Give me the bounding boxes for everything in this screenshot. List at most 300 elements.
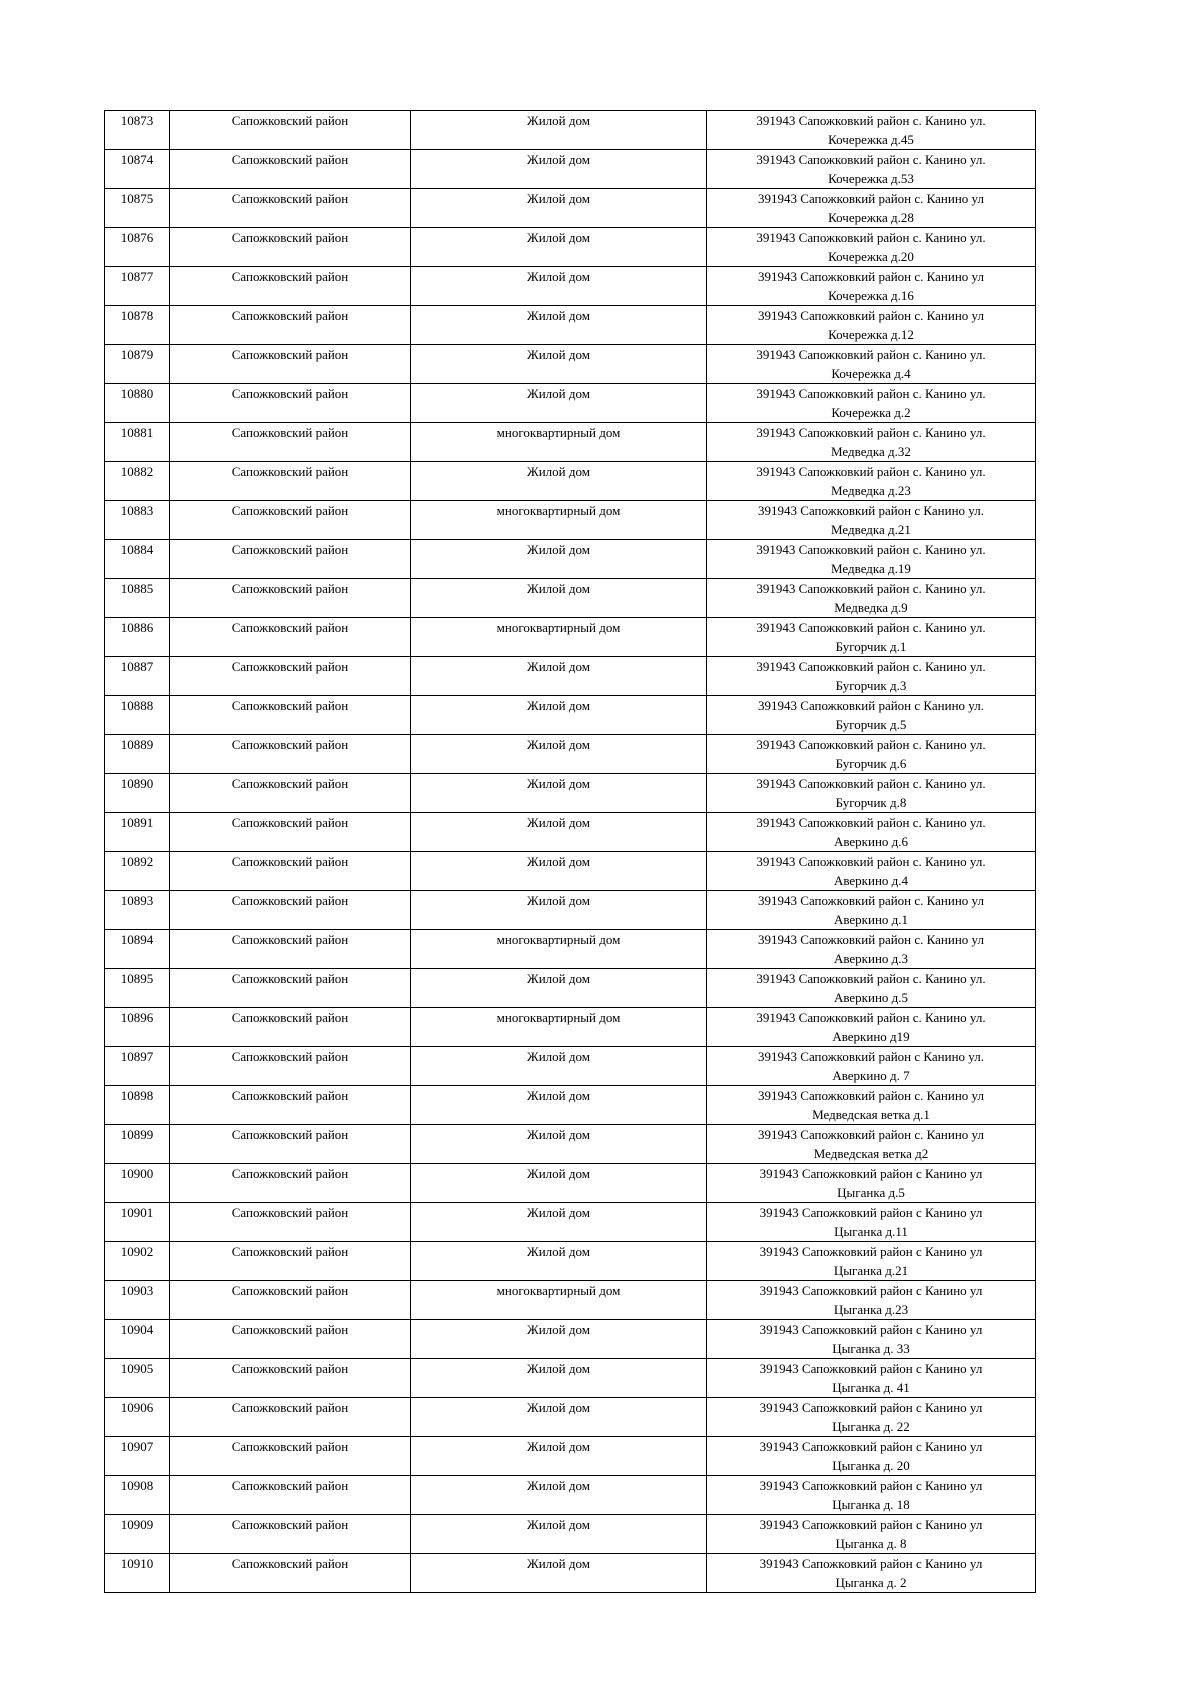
cell-address [707, 228, 1036, 267]
address-line-2: Аверкино д. 7 [832, 1068, 910, 1083]
district-name: Сапожковский район [231, 1556, 349, 1571]
cell-id [105, 1554, 170, 1593]
building-type: Жилой дом [527, 1166, 590, 1181]
district-name: Сапожковский район [231, 1127, 349, 1142]
record-id: 10887 [120, 659, 154, 674]
address-line-1: 391943 Сапожковкий район с. Канино ул. [756, 1010, 986, 1025]
address-line-2: Медведка д.21 [831, 522, 911, 537]
cell-id [105, 111, 170, 150]
address-line-1: 391943 Сапожковкий район с. Канино ул [758, 893, 984, 908]
cell-id [105, 852, 170, 891]
cell-address [707, 1359, 1036, 1398]
table-row [105, 1047, 1036, 1086]
cell-id [105, 813, 170, 852]
district-name: Сапожковский район [231, 1400, 349, 1415]
address-line-1: 391943 Сапожковкий район с. Канино ул [758, 1088, 984, 1103]
district-name: Сапожковский район [231, 464, 349, 479]
cell-building-type [411, 1008, 707, 1047]
district-name: Сапожковский район [231, 893, 349, 908]
cell-address [707, 384, 1036, 423]
address-line-2: Медведская ветка д2 [813, 1146, 929, 1161]
district-name: Сапожковский район [231, 1166, 349, 1181]
cell-district [170, 423, 411, 462]
table-row [105, 111, 1036, 150]
address-line-1: 391943 Сапожковкий район с. Канино ул. [756, 971, 986, 986]
cell-building-type [411, 423, 707, 462]
cell-district [170, 267, 411, 306]
cell-district [170, 1281, 411, 1320]
building-type: многоквартирный дом [496, 1010, 621, 1025]
table-row [105, 423, 1036, 462]
cell-district [170, 813, 411, 852]
address-line-1: 391943 Сапожковкий район с. Канино ул [758, 1127, 984, 1142]
address-line-2: Цыганка д.5 [837, 1185, 905, 1200]
table-row [105, 657, 1036, 696]
address-line-2: Кочережка д.4 [831, 366, 911, 381]
cell-district [170, 1437, 411, 1476]
district-name: Сапожковский район [231, 191, 349, 206]
cell-address [707, 1320, 1036, 1359]
address-line-1: 391943 Сапожковкий район с. Канино ул [758, 269, 984, 284]
address-line-2: Бугорчик д.3 [835, 678, 907, 693]
cell-district [170, 1476, 411, 1515]
cell-building-type [411, 774, 707, 813]
cell-address [707, 501, 1036, 540]
cell-id [105, 774, 170, 813]
record-id: 10889 [120, 737, 154, 752]
cell-address [707, 111, 1036, 150]
table-row [105, 306, 1036, 345]
cell-id [105, 657, 170, 696]
cell-address [707, 540, 1036, 579]
cell-building-type [411, 696, 707, 735]
table-row [105, 501, 1036, 540]
cell-building-type [411, 1242, 707, 1281]
record-id: 10903 [120, 1283, 154, 1298]
cell-district [170, 1047, 411, 1086]
cell-address [707, 1398, 1036, 1437]
cell-id [105, 189, 170, 228]
cell-district [170, 150, 411, 189]
cell-address [707, 1008, 1036, 1047]
building-type: Жилой дом [527, 893, 590, 908]
building-type: Жилой дом [527, 698, 590, 713]
address-line-1: 391943 Сапожковкий район с Канино ул. [758, 1049, 984, 1064]
cell-building-type [411, 657, 707, 696]
address-line-1: 391943 Сапожковкий район с. Канино ул. [756, 152, 986, 167]
cell-district [170, 618, 411, 657]
cell-address [707, 618, 1036, 657]
cell-district [170, 930, 411, 969]
district-name: Сапожковский район [231, 1517, 349, 1532]
address-line-1: 391943 Сапожковкий район с Канино ул [759, 1166, 983, 1181]
table-row [105, 1398, 1036, 1437]
address-line-2: Цыганка д. 33 [832, 1341, 910, 1356]
building-type: Жилой дом [527, 1478, 590, 1493]
district-name: Сапожковский район [231, 347, 349, 362]
building-type: Жилой дом [527, 854, 590, 869]
table-row [105, 1125, 1036, 1164]
table-row [105, 891, 1036, 930]
record-id: 10878 [120, 308, 154, 323]
address-line-2: Аверкино д.5 [833, 990, 909, 1005]
record-id: 10873 [120, 113, 154, 128]
cell-district [170, 1203, 411, 1242]
cell-district [170, 345, 411, 384]
cell-building-type [411, 462, 707, 501]
table-row [105, 852, 1036, 891]
cell-building-type [411, 111, 707, 150]
cell-building-type [411, 1047, 707, 1086]
cell-district [170, 228, 411, 267]
table-row [105, 189, 1036, 228]
record-id: 10907 [120, 1439, 154, 1454]
address-line-2: Кочережка д.20 [828, 249, 914, 264]
district-name: Сапожковский район [231, 542, 349, 557]
record-id: 10880 [120, 386, 154, 401]
address-line-1: 391943 Сапожковкий район с Канино ул [759, 1361, 983, 1376]
cell-id [105, 306, 170, 345]
address-line-1: 391943 Сапожковкий район с. Канино ул. [756, 386, 986, 401]
cell-address [707, 579, 1036, 618]
address-line-2: Бугорчик д.6 [835, 756, 907, 771]
building-type: Жилой дом [527, 113, 590, 128]
address-line-1: 391943 Сапожковкий район с. Канино ул [758, 932, 984, 947]
cell-id [105, 384, 170, 423]
address-line-1: 391943 Сапожковкий район с Канино ул [759, 1205, 983, 1220]
district-name: Сапожковский район [231, 1205, 349, 1220]
cell-address [707, 1242, 1036, 1281]
cell-building-type [411, 1437, 707, 1476]
table-row [105, 1008, 1036, 1047]
building-type: Жилой дом [527, 191, 590, 206]
district-name: Сапожковский район [231, 230, 349, 245]
building-type: многоквартирный дом [496, 1283, 621, 1298]
district-name: Сапожковский район [231, 425, 349, 440]
address-line-2: Медведка д.19 [831, 561, 911, 576]
district-name: Сапожковский район [231, 1049, 349, 1064]
table-row [105, 930, 1036, 969]
building-type: Жилой дом [527, 542, 590, 557]
cell-id [105, 1008, 170, 1047]
address-line-1: 391943 Сапожковкий район с. Канино ул [758, 308, 984, 323]
cell-id [105, 579, 170, 618]
address-line-2: Медведка д.9 [834, 600, 908, 615]
address-line-2: Цыганка д. 41 [832, 1380, 910, 1395]
table-row [105, 1164, 1036, 1203]
building-type: многоквартирный дом [496, 503, 621, 518]
district-name: Сапожковский район [231, 1361, 349, 1376]
table-row [105, 267, 1036, 306]
address-line-2: Цыганка д.21 [833, 1263, 909, 1278]
table-row [105, 735, 1036, 774]
table-row [105, 1476, 1036, 1515]
district-name: Сапожковский район [231, 1439, 349, 1454]
cell-building-type [411, 1125, 707, 1164]
cell-building-type [411, 930, 707, 969]
table-row [105, 1359, 1036, 1398]
district-name: Сапожковский район [231, 620, 349, 635]
building-type: Жилой дом [527, 308, 590, 323]
building-type: Жилой дом [527, 152, 590, 167]
cell-district [170, 1242, 411, 1281]
table-row [105, 1203, 1036, 1242]
address-line-2: Кочережка д.16 [828, 288, 914, 303]
cell-district [170, 384, 411, 423]
address-line-1: 391943 Сапожковкий район с. Канино ул. [756, 542, 986, 557]
building-type: Жилой дом [527, 1361, 590, 1376]
cell-building-type [411, 579, 707, 618]
cell-address [707, 1086, 1036, 1125]
record-id: 10892 [120, 854, 154, 869]
cell-building-type [411, 852, 707, 891]
cell-district [170, 462, 411, 501]
record-id: 10874 [120, 152, 154, 167]
district-name: Сапожковский район [231, 1010, 349, 1025]
address-line-2: Аверкино д19 [832, 1029, 910, 1044]
record-id: 10884 [120, 542, 154, 557]
cell-id [105, 891, 170, 930]
record-id: 10901 [120, 1205, 154, 1220]
address-line-1: 391943 Сапожковкий район с. Канино ул. [756, 620, 986, 635]
cell-district [170, 1554, 411, 1593]
cell-building-type [411, 1281, 707, 1320]
cell-id [105, 1437, 170, 1476]
record-id: 10899 [120, 1127, 154, 1142]
address-line-2: Кочережка д.53 [828, 171, 914, 186]
building-type: Жилой дом [527, 464, 590, 479]
record-id: 10876 [120, 230, 154, 245]
cell-id [105, 267, 170, 306]
address-line-1: 391943 Сапожковкий район с. Канино ул. [756, 347, 986, 362]
table-row [105, 228, 1036, 267]
cell-id [105, 150, 170, 189]
district-name: Сапожковский район [231, 698, 349, 713]
record-id: 10886 [120, 620, 154, 635]
record-id: 10893 [120, 893, 154, 908]
cell-building-type [411, 501, 707, 540]
record-id: 10875 [120, 191, 154, 206]
cell-building-type [411, 618, 707, 657]
cell-id [105, 1359, 170, 1398]
address-line-1: 391943 Сапожковкий район с. Канино ул. [756, 425, 986, 440]
cell-address [707, 423, 1036, 462]
cell-address [707, 189, 1036, 228]
cell-address [707, 1554, 1036, 1593]
cell-id [105, 423, 170, 462]
cell-id [105, 1515, 170, 1554]
cell-address [707, 267, 1036, 306]
building-type: Жилой дом [527, 1400, 590, 1415]
record-id: 10906 [120, 1400, 154, 1415]
cell-address [707, 657, 1036, 696]
cell-id [105, 540, 170, 579]
cell-district [170, 852, 411, 891]
address-line-2: Медведка д.23 [831, 483, 911, 498]
cell-district [170, 540, 411, 579]
record-id: 10910 [120, 1556, 154, 1571]
building-type: Жилой дом [527, 815, 590, 830]
cell-district [170, 306, 411, 345]
building-type: Жилой дом [527, 230, 590, 245]
cell-id [105, 1047, 170, 1086]
cell-address [707, 1515, 1036, 1554]
cell-building-type [411, 1476, 707, 1515]
address-line-1: 391943 Сапожковкий район с. Канино ул. [756, 854, 986, 869]
cell-building-type [411, 1398, 707, 1437]
cell-building-type [411, 1203, 707, 1242]
district-name: Сапожковский район [231, 113, 349, 128]
cell-district [170, 1398, 411, 1437]
cell-district [170, 969, 411, 1008]
building-type: Жилой дом [527, 1556, 590, 1571]
address-line-1: 391943 Сапожковкий район с. Канино ул. [756, 464, 986, 479]
cell-address [707, 150, 1036, 189]
cell-district [170, 696, 411, 735]
record-id: 10904 [120, 1322, 154, 1337]
district-name: Сапожковский район [231, 1088, 349, 1103]
cell-id [105, 501, 170, 540]
building-type: Жилой дом [527, 347, 590, 362]
table-row [105, 1281, 1036, 1320]
cell-district [170, 657, 411, 696]
address-line-2: Кочережка д.45 [828, 132, 914, 147]
cell-district [170, 1086, 411, 1125]
address-line-1: 391943 Сапожковкий район с Канино ул [759, 1517, 983, 1532]
cell-building-type [411, 228, 707, 267]
cell-address [707, 852, 1036, 891]
cell-id [105, 618, 170, 657]
cell-district [170, 735, 411, 774]
address-line-1: 391943 Сапожковкий район с Канино ул [759, 1244, 983, 1259]
cell-district [170, 579, 411, 618]
building-type: Жилой дом [527, 1127, 590, 1142]
cell-building-type [411, 1359, 707, 1398]
cell-id [105, 462, 170, 501]
address-line-2: Кочережка д.28 [828, 210, 914, 225]
building-type: Жилой дом [527, 1244, 590, 1259]
cell-address [707, 1437, 1036, 1476]
record-id: 10888 [120, 698, 154, 713]
cell-address [707, 1281, 1036, 1320]
cell-building-type [411, 267, 707, 306]
district-name: Сапожковский район [231, 152, 349, 167]
address-line-1: 391943 Сапожковкий район с Канино ул [759, 1322, 983, 1337]
address-line-1: 391943 Сапожковкий район с Канино ул [759, 1556, 983, 1571]
building-type: Жилой дом [527, 659, 590, 674]
record-id: 10894 [120, 932, 154, 947]
cell-building-type [411, 345, 707, 384]
table-row [105, 1320, 1036, 1359]
cell-building-type [411, 1086, 707, 1125]
district-name: Сапожковский район [231, 659, 349, 674]
table-row [105, 1515, 1036, 1554]
table-row [105, 618, 1036, 657]
address-line-1: 391943 Сапожковкий район с Канино ул. [758, 698, 984, 713]
building-type: многоквартирный дом [496, 620, 621, 635]
district-name: Сапожковский район [231, 269, 349, 284]
address-line-2: Бугорчик д.8 [835, 795, 907, 810]
cell-address [707, 774, 1036, 813]
address-line-2: Бугорчик д.5 [835, 717, 907, 732]
address-line-2: Аверкино д.4 [833, 873, 909, 888]
cell-building-type [411, 384, 707, 423]
address-line-1: 391943 Сапожковкий район с. Канино ул. [756, 776, 986, 791]
table-row [105, 579, 1036, 618]
building-type: Жилой дом [527, 581, 590, 596]
building-type: Жилой дом [527, 1205, 590, 1220]
district-name: Сапожковский район [231, 1322, 349, 1337]
cell-district [170, 189, 411, 228]
building-type: Жилой дом [527, 1049, 590, 1064]
record-id: 10908 [120, 1478, 154, 1493]
cell-address [707, 696, 1036, 735]
cell-address [707, 306, 1036, 345]
address-line-2: Цыганка д.23 [833, 1302, 909, 1317]
cell-building-type [411, 891, 707, 930]
cell-address [707, 891, 1036, 930]
record-id: 10890 [120, 776, 154, 791]
table-row [105, 462, 1036, 501]
cell-district [170, 501, 411, 540]
cell-building-type [411, 150, 707, 189]
address-line-2: Цыганка д. 22 [832, 1419, 910, 1434]
table-row [105, 774, 1036, 813]
district-name: Сапожковский район [231, 971, 349, 986]
cell-id [105, 1281, 170, 1320]
address-line-1: 391943 Сапожковкий район с. Канино ул [758, 191, 984, 206]
housing-table [104, 110, 1036, 1593]
cell-id [105, 696, 170, 735]
address-line-2: Медведская ветка д.1 [812, 1107, 930, 1122]
table-row [105, 969, 1036, 1008]
cell-district [170, 111, 411, 150]
building-type: многоквартирный дом [496, 932, 621, 947]
building-type: Жилой дом [527, 1517, 590, 1532]
building-type: Жилой дом [527, 269, 590, 284]
cell-district [170, 774, 411, 813]
district-name: Сапожковский район [231, 1283, 349, 1298]
district-name: Сапожковский район [231, 932, 349, 947]
address-line-2: Цыганка д.11 [834, 1224, 908, 1239]
cell-building-type [411, 189, 707, 228]
cell-id [105, 228, 170, 267]
address-line-2: Цыганка д. 18 [832, 1497, 910, 1512]
cell-building-type [411, 1164, 707, 1203]
cell-address [707, 930, 1036, 969]
cell-district [170, 1164, 411, 1203]
address-line-1: 391943 Сапожковкий район с. Канино ул. [756, 581, 986, 596]
cell-address [707, 1047, 1036, 1086]
table-row [105, 150, 1036, 189]
address-line-2: Цыганка д. 20 [832, 1458, 910, 1473]
address-line-1: 391943 Сапожковкий район с. Канино ул. [756, 659, 986, 674]
address-line-2: Цыганка д. 2 [835, 1575, 907, 1590]
district-name: Сапожковский район [231, 776, 349, 791]
cell-building-type [411, 1554, 707, 1593]
building-type: Жилой дом [527, 737, 590, 752]
cell-address [707, 1125, 1036, 1164]
record-id: 10896 [120, 1010, 154, 1025]
record-id: 10881 [120, 425, 154, 440]
address-line-2: Аверкино д.3 [833, 951, 909, 966]
address-line-1: 391943 Сапожковкий район с. Канино ул. [756, 737, 986, 752]
cell-address [707, 813, 1036, 852]
district-name: Сапожковский район [231, 1478, 349, 1493]
cell-building-type [411, 969, 707, 1008]
table-row [105, 384, 1036, 423]
cell-building-type [411, 1515, 707, 1554]
